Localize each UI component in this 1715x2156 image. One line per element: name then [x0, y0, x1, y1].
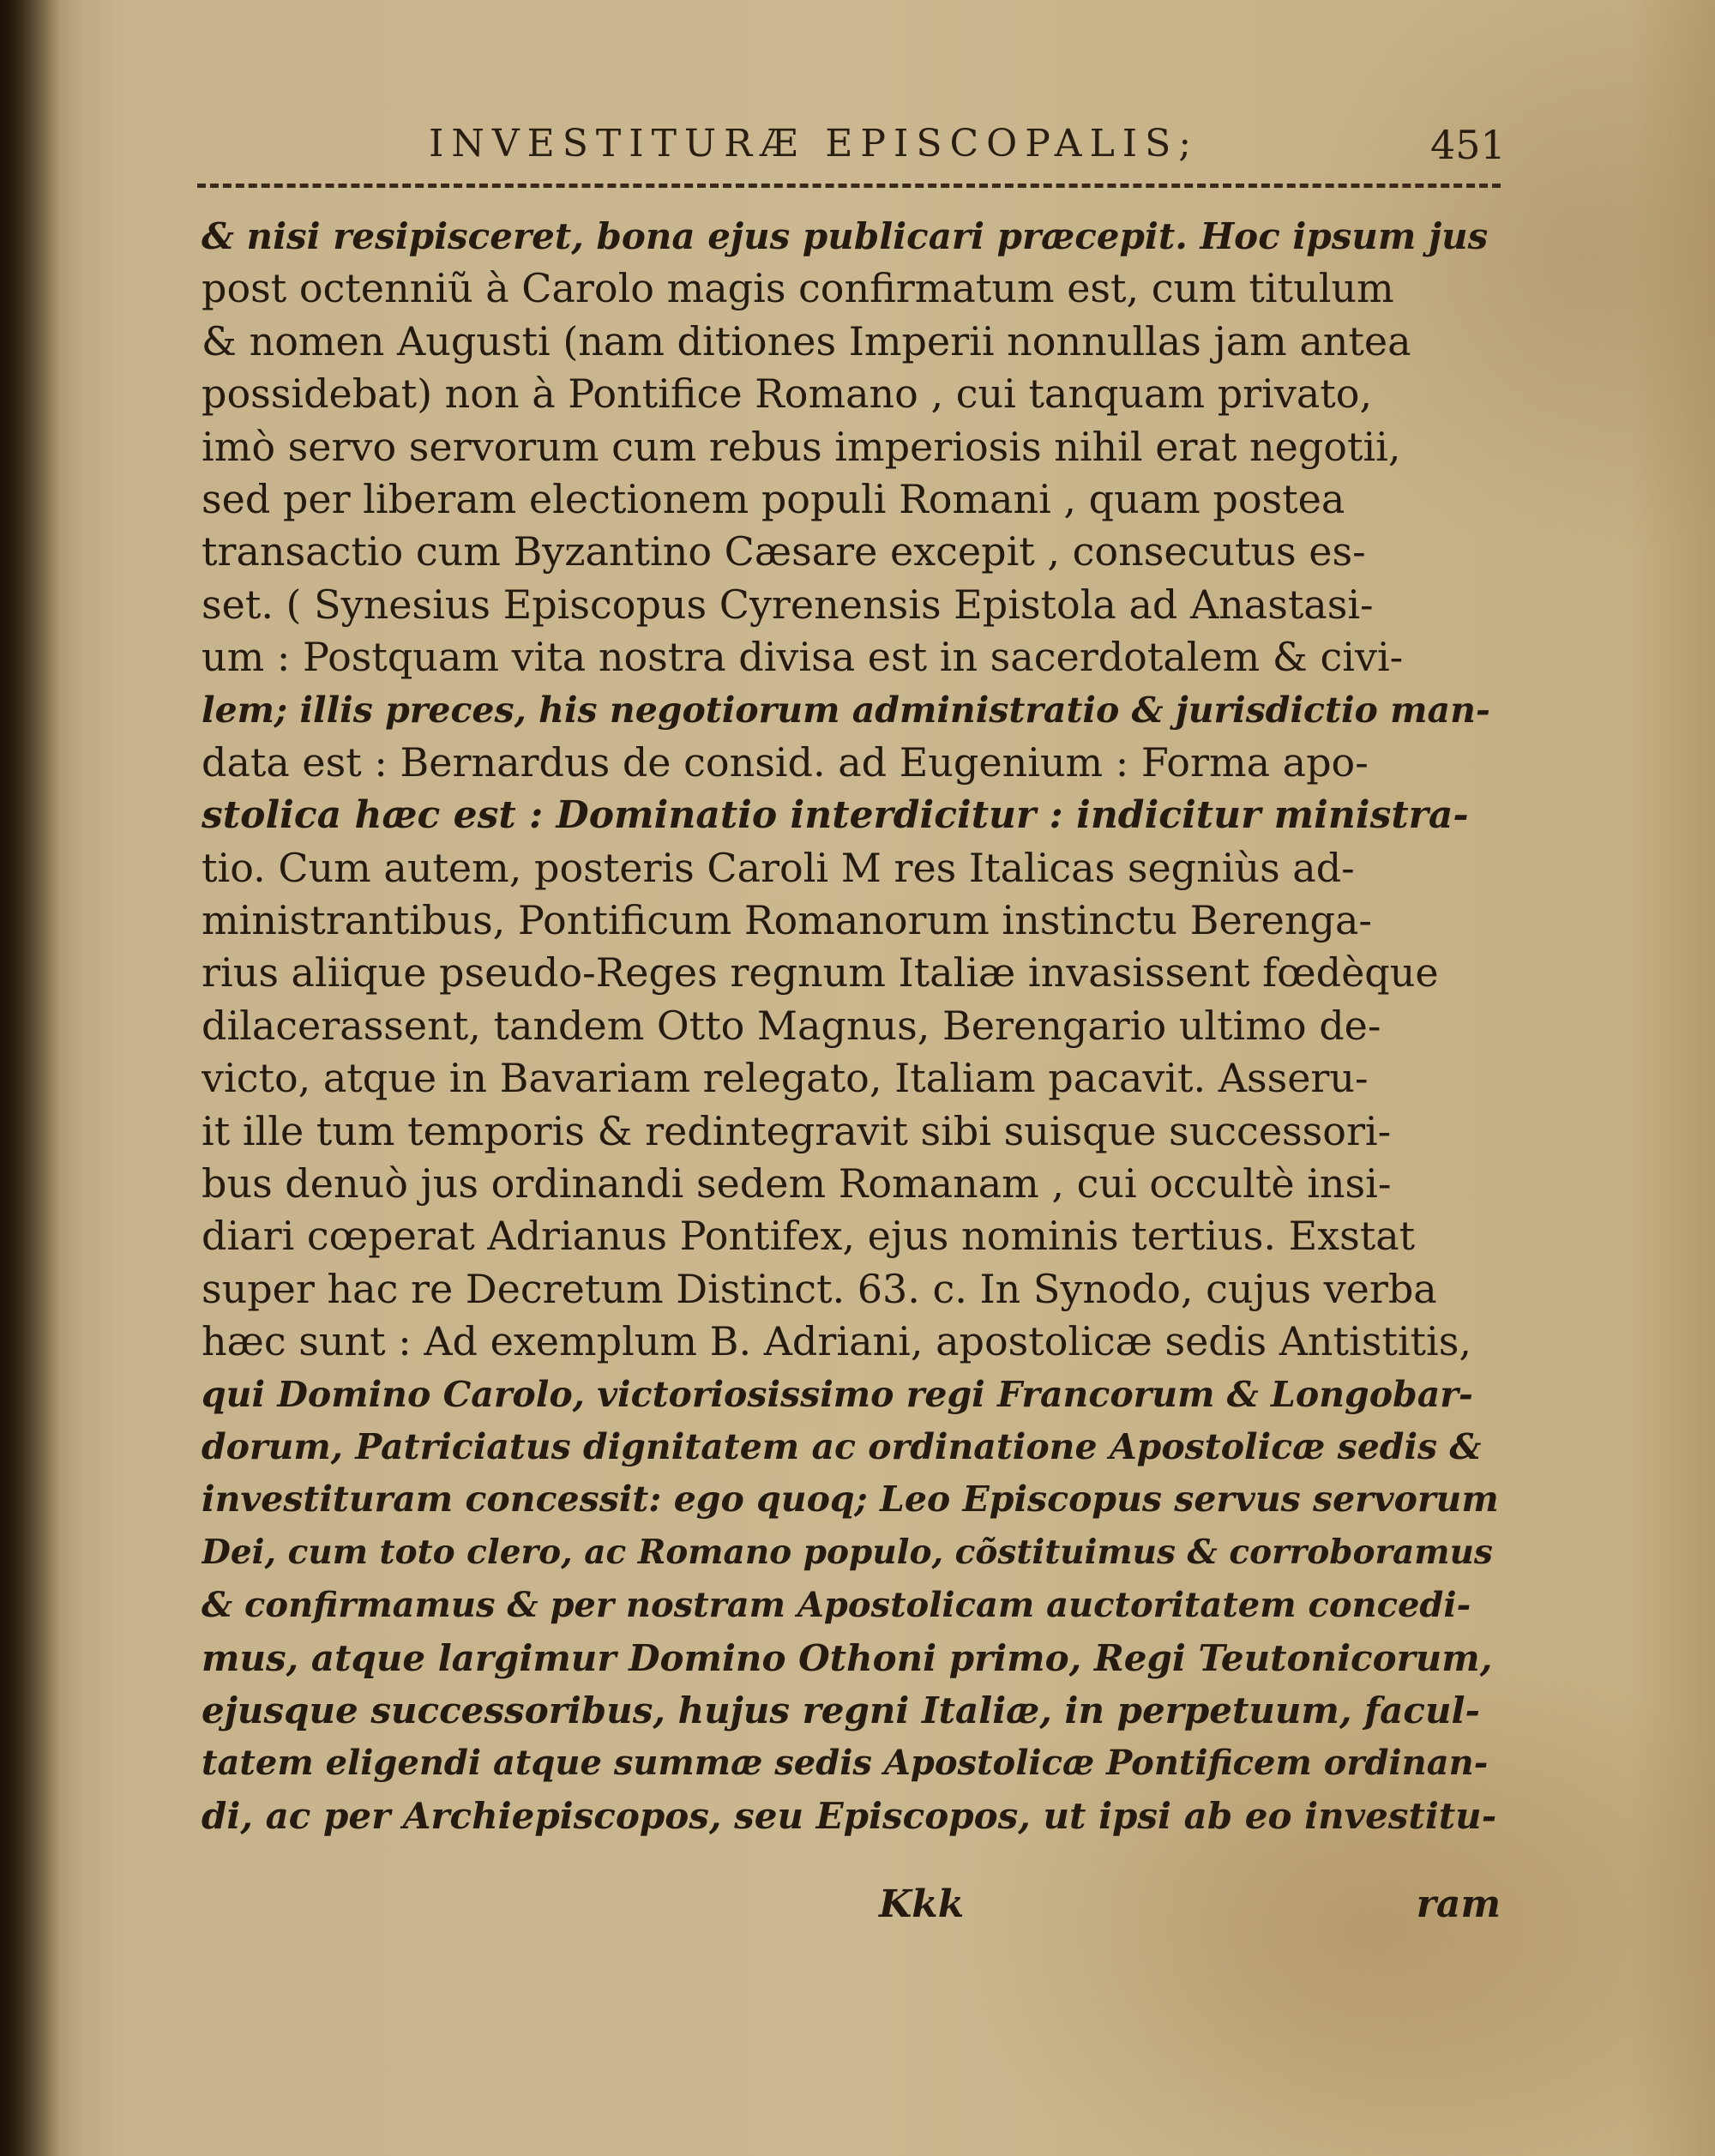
text-line: post octenniũ à Carolo magis confirmatum est, cum titulum — [202, 265, 1394, 312]
text-line: dilacerassent, tandem Otto Magnus, Berengario ultimo de- — [202, 1002, 1381, 1049]
text-line: it ille tum temporis & redintegravit sibi suisque successori- — [202, 1107, 1392, 1154]
header-rule — [197, 184, 1501, 188]
text-line: qui Domino Carolo, victoriosissimo regi Francorum & Longobar- — [202, 1373, 1473, 1415]
text-line: investituram concessit: ego quoq; Leo Episcopus servus servorum — [202, 1478, 1499, 1521]
text-line: & nisi resipisceret, bona ejus publicari præcepit. Hoc ipsum jus — [202, 215, 1489, 257]
text-line: data est : Bernardus de consid. ad Eugenium : Forma apo- — [202, 738, 1369, 786]
text-line: di, ac per Archiepiscopos, seu Episcopos, ut ipsi ab eo investitu- — [202, 1794, 1497, 1837]
spine-shadow — [0, 0, 60, 2156]
text-line: set. ( Synesius Episcopus Cyrenensis Epistola ad Anastasi- — [202, 581, 1374, 628]
text-line: diari cœperat Adrianus Pontifex, ejus nominis tertius. Exstat — [202, 1213, 1416, 1260]
page-number: 451 — [1430, 122, 1506, 168]
text-line: mus, atque largimur Domino Othoni primo, Regi Teutonicorum, — [202, 1636, 1493, 1679]
footer-row — [202, 1882, 1501, 1934]
text-line: ministrantibus, Pontificum Romanorum instinctu Berenga- — [202, 897, 1372, 944]
text-line: super hac re Decretum Distinct. 63. c. In Synodo, cujus verba — [202, 1265, 1437, 1312]
text-line: victo, atque in Bavariam relegato, Italiam pacavit. Asseru- — [202, 1055, 1369, 1102]
text-line: um : Postquam vita nostra divisa est in sacerdotalem & civi- — [202, 634, 1404, 681]
text-line: hæc sunt : Ad exemplum B. Adriani, apostolicæ sedis Antistitis, — [202, 1318, 1471, 1365]
text-line: & nomen Augusti (nam ditiones Imperii nonnullas jam antea — [202, 317, 1411, 364]
text-line: ejusque successoribus, hujus regni Italiæ, in perpetuum, facul- — [202, 1689, 1480, 1731]
body-text — [202, 210, 1501, 1842]
text-line: tio. Cum autem, posteris Caroli M res Italicas segniùs ad- — [202, 844, 1355, 891]
catchword: ram — [1416, 1882, 1501, 1926]
text-line: sed per liberam electionem populi Romani , quam postea — [202, 475, 1345, 522]
text-line: rius aliique pseudo-Reges regnum Italiæ invasissent fœdèque — [202, 949, 1439, 997]
text-line: dorum, Patriciatus dignitatem ac ordinatione Apostolicæ sedis & — [202, 1425, 1482, 1467]
text-line: possidebat) non à Pontifice Romano , cui tanquam privato, — [202, 370, 1373, 418]
text-line: bus denuò jus ordinandi sedem Romanam , cui occultè insi- — [202, 1160, 1392, 1207]
text-line: tatem eligendi atque summæ sedis Apostolicæ Pontificem ordinan- — [202, 1743, 1489, 1784]
text-line: Dei, cum toto clero, ac Romano populo, cõstituimus & corroboramus — [202, 1532, 1493, 1572]
running-head-title: INVESTITURÆ EPISCOPALIS; — [429, 122, 1200, 166]
text-line: & confirmamus & per nostram Apostolicam auctoritatem concedi- — [202, 1585, 1471, 1626]
signature-mark: Kkk — [879, 1882, 965, 1926]
text-line: stolica hæc est : Dominatio interdicitur : indicitur ministra- — [202, 793, 1469, 838]
text-line: lem; illis preces, his negotiorum administratio & jurisdictio man- — [202, 689, 1490, 731]
text-line: imò servo servorum cum rebus imperiosis nihil erat negotii, — [202, 423, 1401, 470]
text-line: transactio cum Byzantino Cæsare excepit , consecutus es- — [202, 528, 1366, 575]
